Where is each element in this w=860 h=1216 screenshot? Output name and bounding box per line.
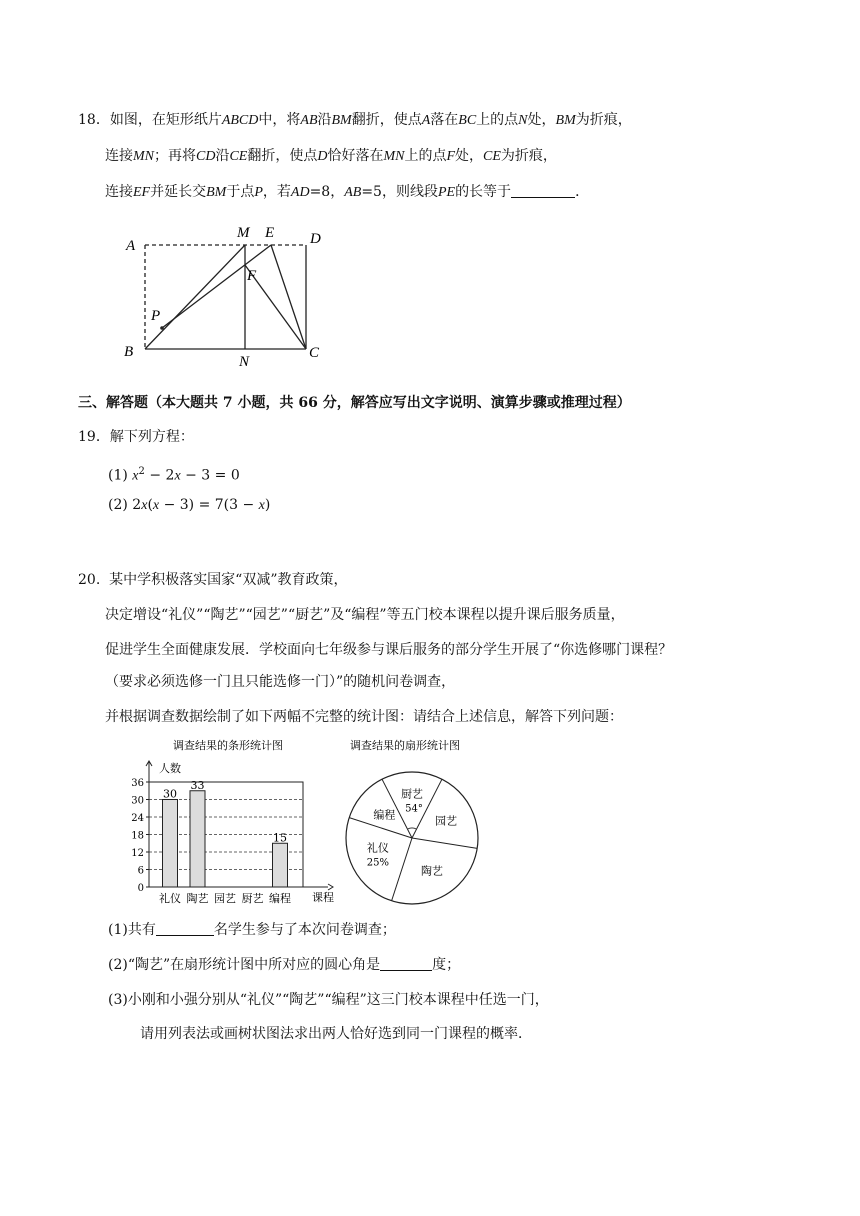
label-M: M xyxy=(237,225,250,241)
slice-label-陶艺: 陶艺 xyxy=(421,864,444,878)
rectangle-fold-figure xyxy=(118,218,338,370)
q20-line3: 促进学生全面健康发展．学校面向七年级参与课后服务的部分学生开展了“你选修哪门课程？ xyxy=(105,642,673,658)
label-E: E xyxy=(265,225,275,241)
answer-blank[interactable] xyxy=(156,921,214,936)
x-tick-label: 礼仪 xyxy=(159,892,181,905)
bar-chart-ylabel: 人数 xyxy=(159,762,181,775)
bar-value-label: 33 xyxy=(190,778,205,792)
bar-编程 xyxy=(273,843,288,887)
slice-percent-label: 25% xyxy=(366,857,390,869)
q18-number: 18 xyxy=(78,112,96,128)
q20-sub3-cont: 请用列表法或画树状图法求出两人恰好选到同一门课程的概率． xyxy=(140,1026,532,1042)
q19-part2: (2) 2x(x − 3) = 7(3 − x) xyxy=(108,497,271,513)
bar-礼仪 xyxy=(163,800,178,888)
bar-chart-xlabel: 课程 xyxy=(312,891,334,904)
q20-line5: 并根据调查数据绘制了如下两幅不完整的统计图：请结合上述信息，解答下列问题： xyxy=(105,709,623,725)
q18-line3: 连接EF并延长交BM于点P，若AD=8，AB=5，则线段PE的长等于 ． xyxy=(105,184,590,200)
answer-blank[interactable] xyxy=(380,956,432,971)
y-tick-label: 36 xyxy=(131,778,144,789)
q18-line1: 18．如图，在矩形纸片ABCD中，将AB沿BM翻折，使点A落在BC上的点N处，BM为折痕， xyxy=(78,112,632,128)
label-B: B xyxy=(124,344,134,360)
label-F: F xyxy=(247,268,257,284)
segment-EC xyxy=(271,245,306,349)
q20-line1: 20. 某中学积极落实国家“双减”教育政策， xyxy=(78,572,348,588)
slice-label-编程: 编程 xyxy=(373,808,396,822)
x-axis-arrow xyxy=(328,884,333,890)
q20-sub2: (2)“陶艺”在扇形统计图中所对应的圆心角是 度； xyxy=(108,957,461,973)
pie-chart xyxy=(340,735,490,915)
segment-EP xyxy=(162,245,271,328)
slice-angle-label: 54° xyxy=(405,803,423,815)
pie-chart-title: 调查结果的扇形统计图 xyxy=(350,739,460,752)
bar-value-label: 15 xyxy=(273,831,287,845)
x-tick-label: 厨艺 xyxy=(241,892,264,905)
label-C: C xyxy=(309,345,320,361)
section-title: 三、解答题（本大题共 7 小题，共 66 分，解答应写出文字说明、演算步骤或推理过程） xyxy=(78,395,631,411)
y-tick-label: 12 xyxy=(131,848,144,859)
label-D: D xyxy=(310,231,321,247)
q20-line2: 决定增设“礼仪”“陶艺”“园艺”“厨艺”及“编程”等五门校本课程以提升课后服务质量， xyxy=(105,607,625,623)
bar-value-label: 30 xyxy=(163,787,177,801)
y-tick-label: 24 xyxy=(131,813,144,824)
q20-sub1: (1)共有 名学生参与了本次问卷调查； xyxy=(108,922,396,938)
segment-BM xyxy=(145,245,245,349)
slice-label-礼仪: 礼仪 xyxy=(366,841,389,855)
y-tick-label: 0 xyxy=(137,883,144,894)
q20-sub3: (3)小刚和小强分别从“礼仪”“陶艺”“编程”这三门校本课程中任选一门， xyxy=(108,992,549,1008)
y-tick-label: 30 xyxy=(131,795,144,807)
bar-chart-title: 调查结果的条形统计图 xyxy=(173,739,283,752)
q20-line4: （要求必须选修一门且只能选修一门）”的随机问卷调查， xyxy=(105,674,456,690)
point-P-dot xyxy=(160,326,164,330)
q18-line2: 连接MN；再将CD沿CE翻折，使点D恰好落在MN上的点F处，CE为折痕， xyxy=(105,148,557,164)
label-N: N xyxy=(239,354,250,370)
q19-part1: (1) $x^2 - 2x - 3 = 0$ xyxy=(108,466,240,484)
label-P: P xyxy=(151,308,161,324)
bar-chart xyxy=(118,735,348,910)
x-tick-label: 陶艺 xyxy=(186,892,209,905)
bar-陶艺 xyxy=(190,791,205,887)
y-tick-label: 18 xyxy=(131,830,144,842)
q19-intro: 19．解下列方程： xyxy=(78,429,194,445)
slice-label-厨艺: 厨艺 xyxy=(401,787,423,801)
y-tick-label: 6 xyxy=(137,865,144,877)
label-A: A xyxy=(126,238,136,254)
answer-blank[interactable] xyxy=(511,183,575,198)
slice-label-园艺: 园艺 xyxy=(435,814,458,828)
x-tick-label: 园艺 xyxy=(214,892,236,905)
x-tick-label: 编程 xyxy=(269,892,291,905)
